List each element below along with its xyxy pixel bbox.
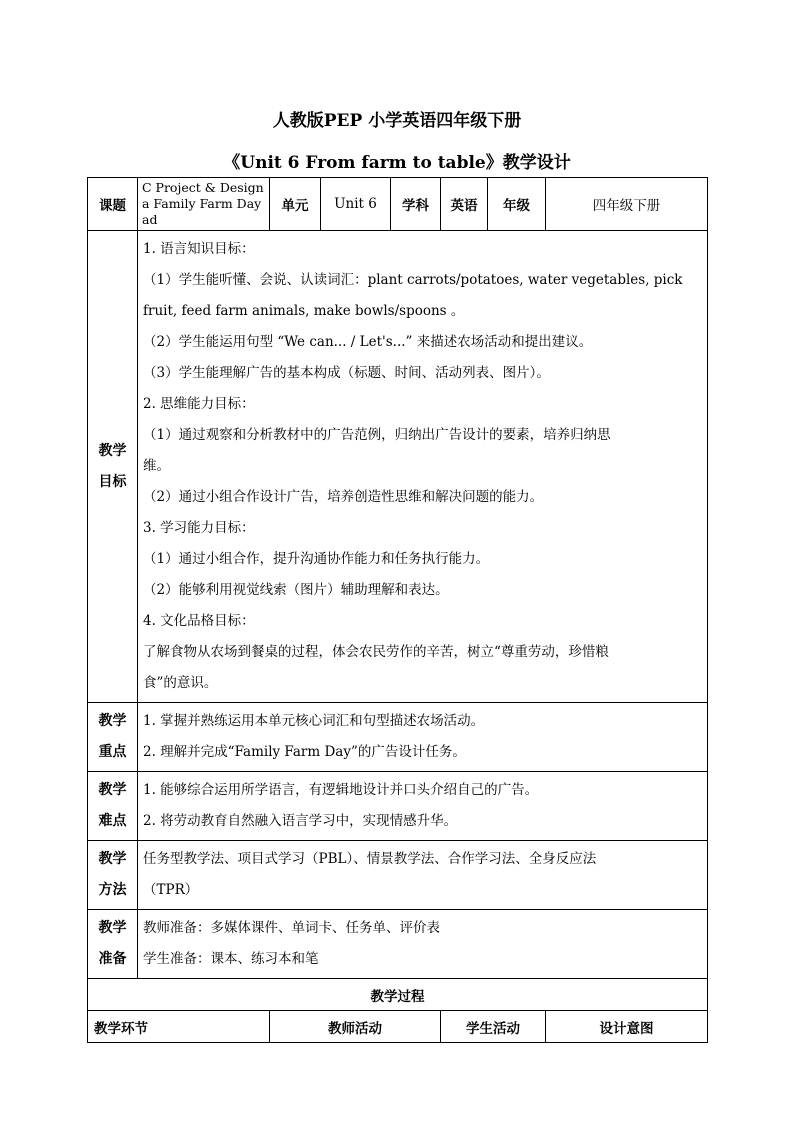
objective-line: 食”的意识。 [143,675,218,691]
preparation-content [138,910,708,979]
objective-line: （1）通过小组合作，提升沟通协作能力和任务执行能力。 [143,551,490,567]
methods-content [138,841,708,910]
objective-line: （3）学生能理解广告的基本构成（标题、时间、活动列表、图片）。 [143,365,550,381]
info-row [88,178,708,231]
objective-line: （2）学生能运用句型 “We can... / Let's...” 来描述农场活动和提出建议。 [143,334,593,350]
difficulties-content [138,772,708,841]
objective-line: fruit, feed farm animals, make bowls/spoons 。 [143,303,465,319]
topic-label: 课题 [88,178,138,231]
objective-line: （2）能够利用视觉线索（图片）辅助理解和表达。 [143,582,449,598]
key-points-label: 教学 重点 [88,703,138,772]
lesson-plan-table [87,177,708,1043]
objective-line: （1）学生能听懂、会说、认读词汇：plant carrots/potatoes, water vegetables, pick [143,272,683,288]
objectives-row [88,231,708,703]
preparation-line: 学生准备：课本、练习本和笔 [143,951,319,967]
grade-value: 四年级下册 [546,178,708,231]
topic-value: C Project & Design a Family Farm Day ad [138,178,270,231]
subject-value: 英语 [441,178,488,231]
methods-label: 教学 方法 [88,841,138,910]
objective-line: 1. 语言知识目标： [143,241,255,257]
objective-line: 3. 学习能力目标： [143,520,255,536]
preparation-line: 教师准备：多媒体课件、单词卡、任务单、评价表 [143,920,440,936]
preparation-row [88,910,708,979]
key-point-line: 1. 掌握并熟练运用本单元核心词汇和句型描述农场活动。 [143,713,485,729]
subject-label: 学科 [391,178,441,231]
key-points-content [138,703,708,772]
preparation-label: 教学 准备 [88,910,138,979]
objective-line: （1）通过观察和分析教材中的广告范例，归纳出广告设计的要素，培养归纳思 [143,427,611,443]
difficulty-line: 2. 将劳动教育自然融入语言学习中，实现情感升华。 [143,813,458,829]
grade-label: 年级 [488,178,546,231]
document-title: 人教版PEP 小学英语四年级下册 [272,111,522,131]
difficulties-row [88,772,708,841]
process-header-row [88,1011,708,1043]
objective-line: 维。 [143,458,170,474]
key-point-line: 2. 理解并完成“Family Farm Day”的广告设计任务。 [143,744,466,760]
methods-row [88,841,708,910]
difficulties-label: 教学 难点 [88,772,138,841]
objective-line: 2. 思维能力目标： [143,396,255,412]
method-line: （TPR） [143,882,199,898]
difficulty-line: 1. 能够综合运用所学语言，有逻辑地设计并口头介绍自己的广告。 [143,782,539,798]
process-col-student: 学生活动 [441,1011,546,1043]
process-col-stage: 教学环节 [88,1011,270,1043]
key-points-row [88,703,708,772]
objective-line: 4. 文化品格目标： [143,613,255,629]
method-line: 任务型教学法、项目式学习（PBL）、情景教学法、合作学习法、全身反应法 [143,851,597,867]
process-col-intent: 设计意图 [546,1011,708,1043]
unit-value: Unit 6 [321,178,391,231]
objective-line: （2）通过小组合作设计广告，培养创造性思维和解决问题的能力。 [143,489,544,505]
process-col-teacher: 教师活动 [270,1011,441,1043]
objective-line: 了解食物从农场到餐桌的过程，体会农民劳作的辛苦，树立“尊重劳动，珍惜粮 [143,644,609,660]
process-title: 教学过程 [88,979,708,1011]
process-title-row [88,979,708,1011]
unit-label: 单元 [270,178,321,231]
document-subtitle: 《Unit 6 From farm to table》教学设计 [223,153,571,173]
objectives-content [138,231,708,703]
objectives-label: 教学 目标 [88,231,138,703]
